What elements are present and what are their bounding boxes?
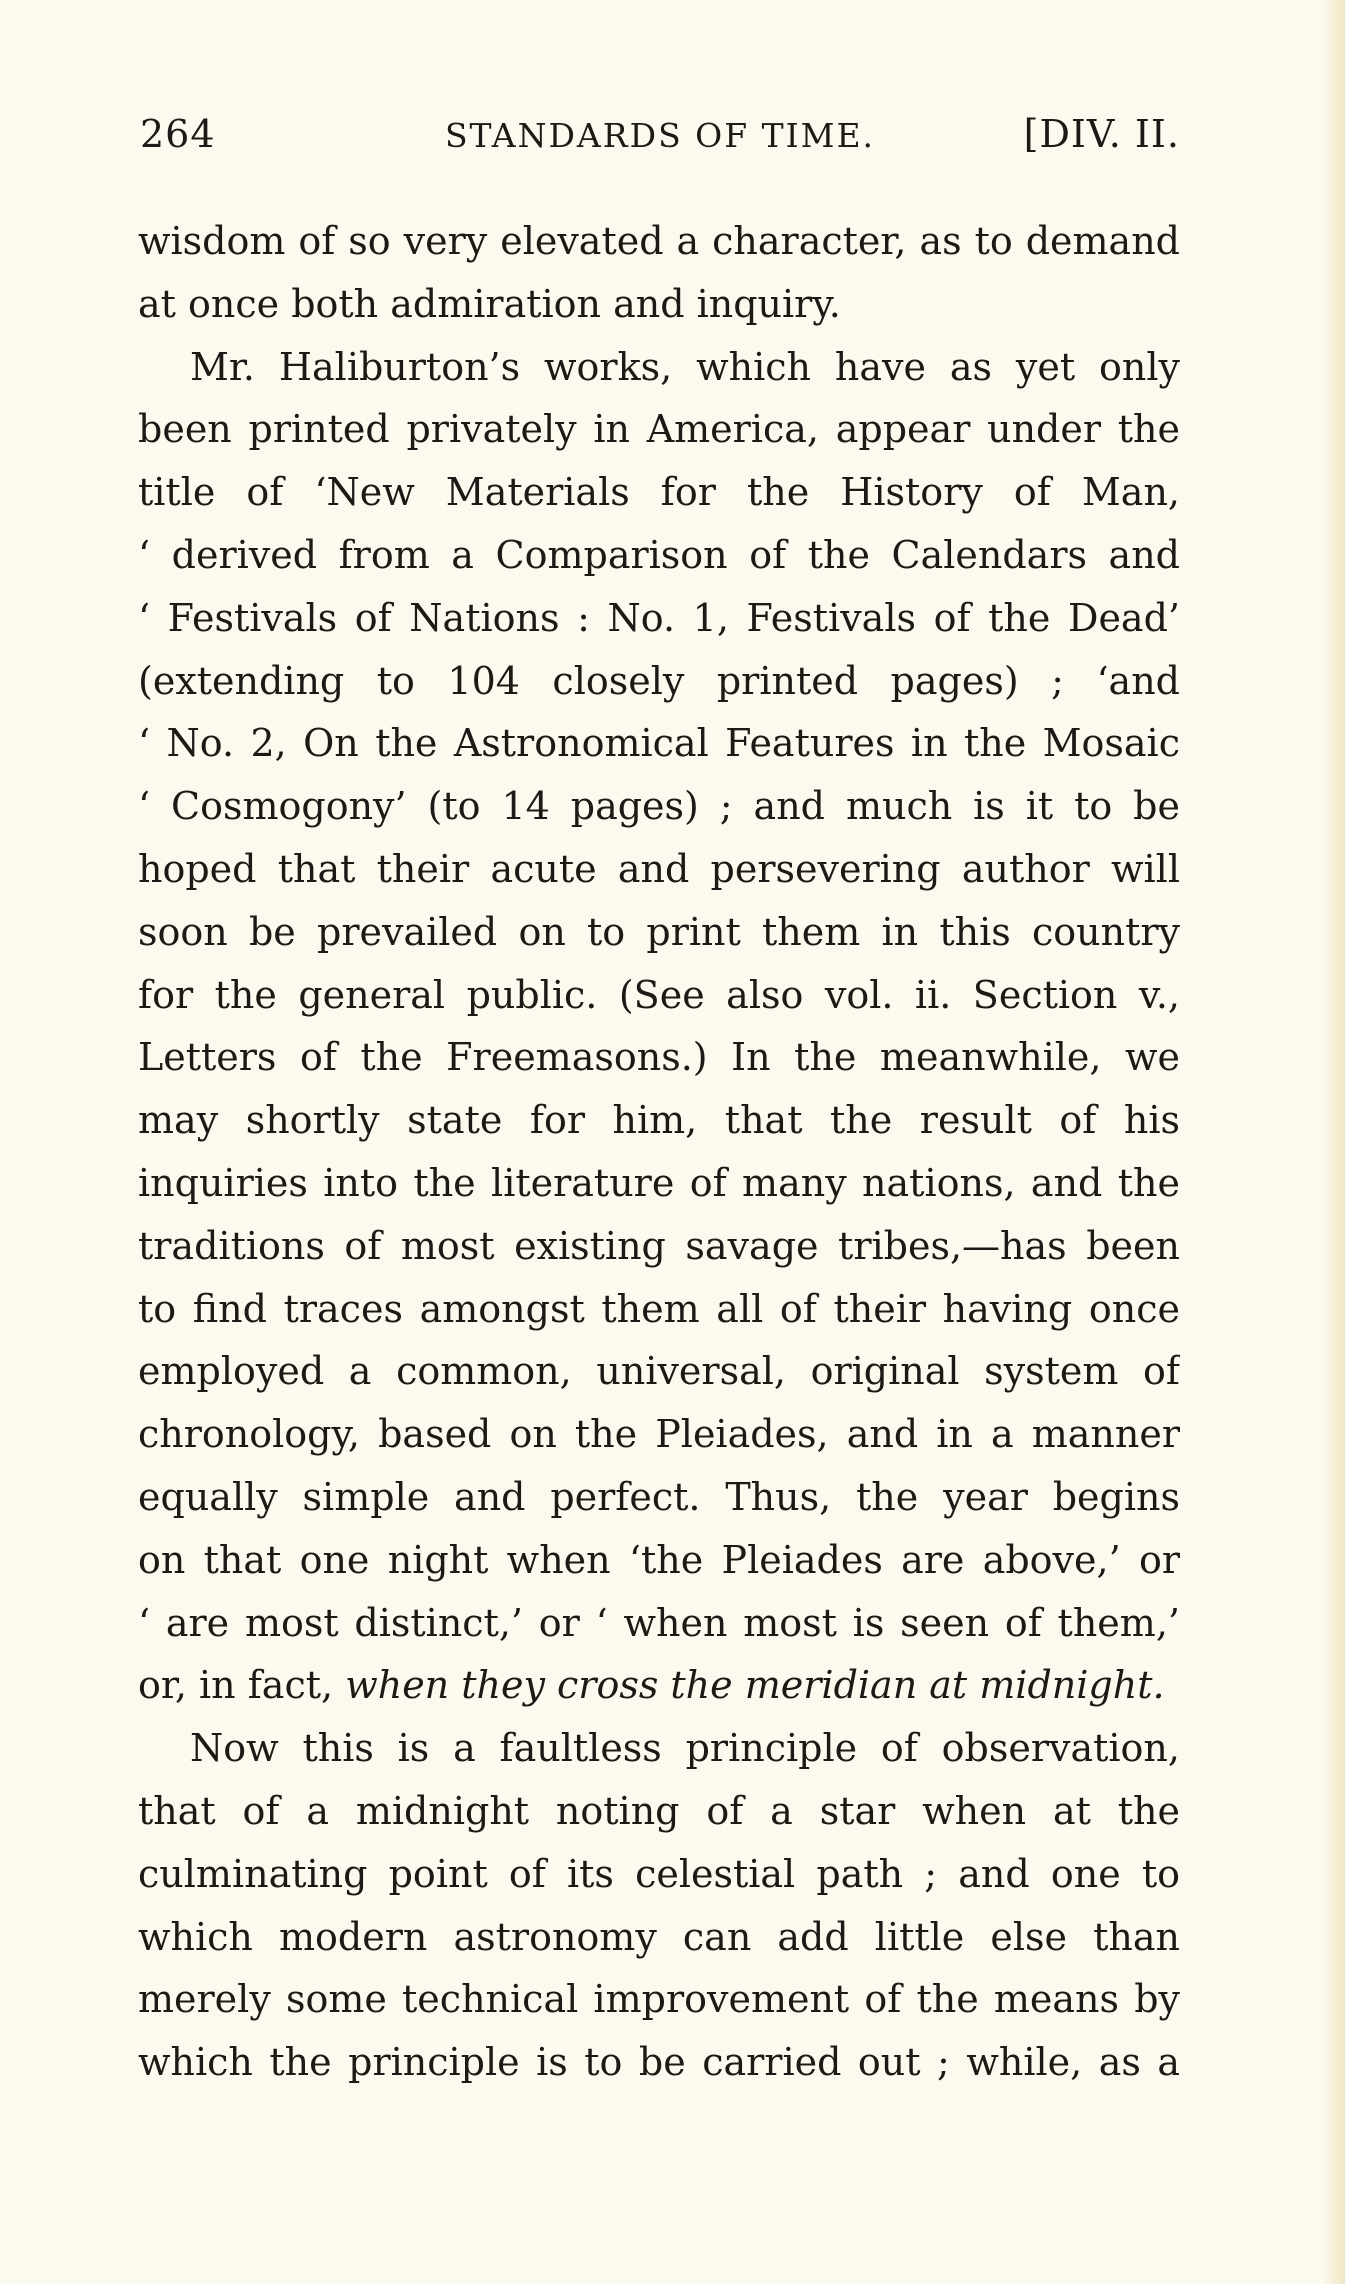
body-text [138, 210, 1180, 2094]
text-line: Letters of the Freemasons.) In the meanwhile, we [138, 1035, 1180, 1080]
text-line: title of ‘New Materials for the History of Man, [138, 470, 1180, 515]
text-line: hoped that their acute and persevering author will [138, 846, 1180, 891]
division-label: [DIV. II. [1023, 112, 1180, 156]
text-run: or, in fact, [138, 1663, 334, 1708]
text-line: soon be prevailed on to print them in this country [138, 909, 1180, 954]
text-line: equally simple and perfect. Thus, the year begins [138, 1474, 1180, 1519]
text-line-mixed [138, 1654, 1180, 1717]
text-line: ‘ Festivals of Nations : No. 1, Festivals of the Dead’ [138, 595, 1180, 640]
page-number: 264 [140, 112, 216, 156]
text-line: ‘ derived from a Comparison of the Calendars and [138, 532, 1180, 577]
text-line: ‘ are most distinct,’ or ‘ when most is seen of them,’ [138, 1600, 1180, 1645]
text-line: ‘ No. 2, On the Astronomical Features in the Mosaic [138, 721, 1180, 766]
text-line: wisdom of so very elevated a character, as to demand [138, 219, 1180, 263]
running-title: STANDARDS OF TIME. [444, 116, 876, 155]
text-line: to find traces amongst them all of their having once [138, 1286, 1180, 1331]
text-line: Now this is a faultless principle of observation, [190, 1726, 1180, 1771]
text-line: inquiries into the literature of many nations, and the [138, 1160, 1180, 1205]
text-line: Mr. Haliburton’s works, which have as yet only [190, 344, 1180, 389]
text-line: (extending to 104 closely printed pages) ; ‘and [138, 658, 1180, 703]
italic-run: when they cross the meridian at midnight. [345, 1663, 1165, 1708]
text-line: been printed privately in America, appear under the [138, 407, 1180, 452]
text-line: chronology, based on the Pleiades, and in a manner [138, 1412, 1180, 1457]
text-line: may shortly state for him, that the result of his [138, 1098, 1180, 1143]
text-line: traditions of most existing savage tribes,—has been [138, 1223, 1180, 1268]
text-line: ‘ Cosmogony’ (to 14 pages) ; and much is it to be [138, 784, 1180, 829]
text-line: that of a midnight noting of a star when at the [138, 1788, 1180, 1833]
text-line: employed a common, universal, original system of [138, 1349, 1180, 1394]
text-line: at once both admiration and inquiry. [138, 281, 841, 326]
text-line: which the principle is to be carried out ; while, as a [138, 2040, 1180, 2085]
text-line: merely some technical improvement of the means by [138, 1977, 1180, 2022]
running-head [140, 112, 1180, 172]
text-line: culminating point of its celestial path ; and one to [138, 1851, 1180, 1896]
page-edge-shadow [1323, 0, 1345, 2284]
text-line: on that one night when ‘the Pleiades are above,’ or [138, 1537, 1180, 1582]
text-line: which modern astronomy can add little else than [138, 1914, 1180, 1959]
text-line: for the general public. (See also vol. ii. Section v., [138, 972, 1180, 1017]
